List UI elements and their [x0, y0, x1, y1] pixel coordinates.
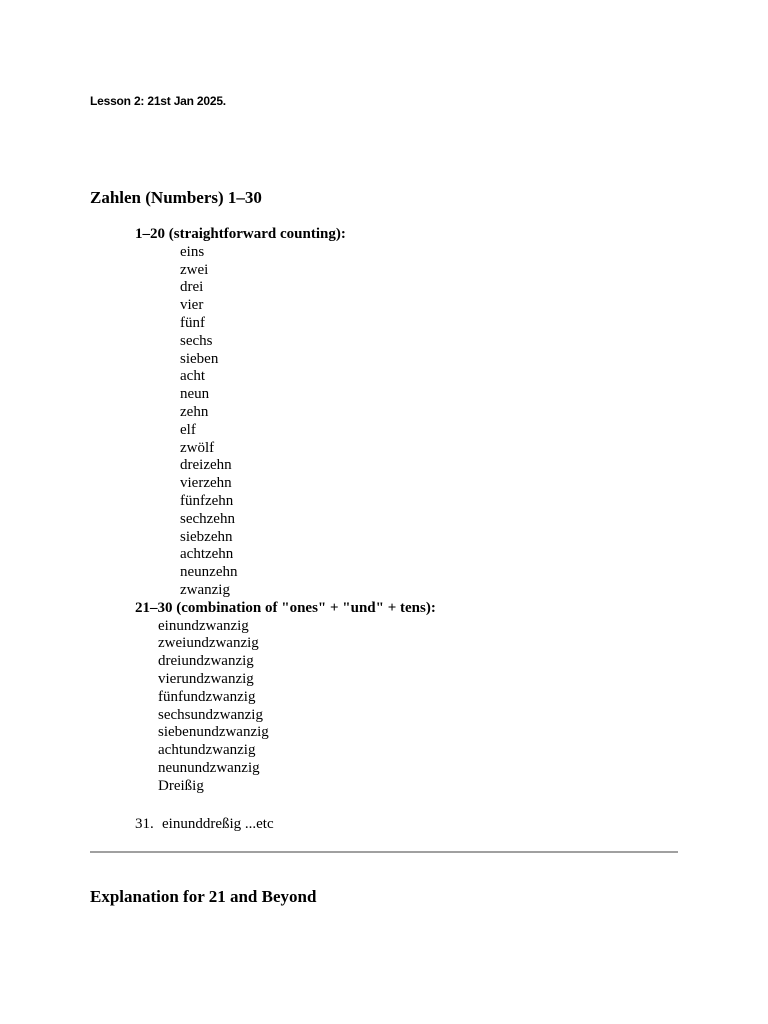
list-item-text: sechzehn — [180, 510, 235, 527]
section-title: 21–30 (combination of "ones" + "und" + tens): — [135, 599, 436, 616]
list-marker-extra: 31. — [135, 816, 154, 832]
list-item-text: zwanzig — [180, 582, 230, 598]
list-item-text: fünf — [180, 315, 205, 331]
list-item-text: achtundzwanzig — [158, 742, 256, 759]
list-item-text: zehn — [180, 404, 209, 420]
heading-numbers: Zahlen (Numbers) 1–30 — [90, 188, 262, 207]
list-item-text: neun — [180, 386, 210, 403]
list-item-text: dreizehn — [180, 457, 232, 474]
list-item-text: vier — [180, 297, 204, 314]
list-item-text: Dreißig — [158, 777, 204, 794]
horizontal-rule — [90, 851, 678, 853]
list-item-text: einundzwanzig — [158, 617, 249, 634]
list-item-text: fünfundzwanzig — [158, 688, 256, 705]
list-item-text: acht — [180, 368, 205, 385]
list-item-text: sieben — [180, 350, 219, 367]
lesson-title: Lesson 2: 21st Jan 2025. — [90, 94, 226, 108]
list-item-text: neunzehn — [180, 564, 238, 581]
list-item-text: vierundzwanzig — [158, 671, 254, 687]
list-item-text: sechs — [180, 332, 213, 349]
list-item-text: vierzehn — [180, 475, 232, 492]
list-item-text: siebzehn — [180, 528, 233, 545]
list-item-text: zwölf — [180, 439, 215, 456]
list-item-text: sechsundzwanzig — [158, 706, 263, 723]
section-title: 1–20 (straightforward counting): — [135, 226, 346, 242]
list-item-text: fünfzehn — [180, 493, 234, 509]
list-item-text: eins — [180, 243, 205, 260]
list-item-extra-text: einunddreßig ...etc — [162, 816, 274, 832]
list-item-text: siebenundzwanzig — [158, 724, 269, 741]
heading-explanation: Explanation for 21 and Beyond — [90, 887, 317, 906]
list-item-text: zweiundzwanzig — [158, 635, 259, 652]
list-item-text: zwei — [180, 261, 209, 278]
list-item-text: neunundzwanzig — [158, 760, 260, 776]
list-item-text: drei — [180, 279, 204, 296]
list-item-text: achtzehn — [180, 546, 234, 563]
list-item-text: dreiundzwanzig — [158, 653, 254, 670]
list-item-text: elf — [180, 421, 196, 438]
